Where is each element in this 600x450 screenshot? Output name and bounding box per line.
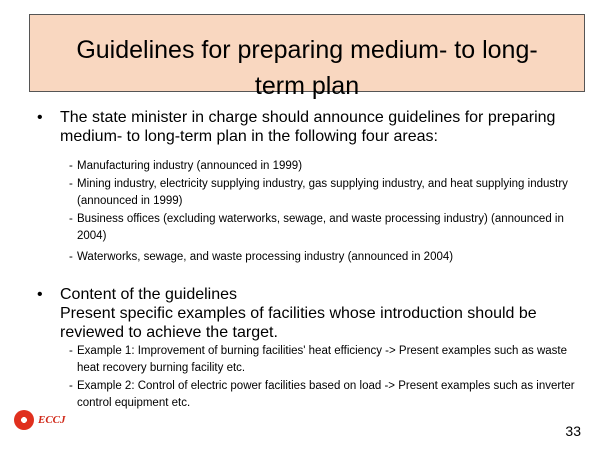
- bullet-heading: Content of the guidelines: [60, 286, 238, 303]
- page-number: 33: [565, 423, 581, 439]
- bullet-marker: •: [37, 286, 43, 303]
- sub-item: [69, 378, 577, 412]
- sub-item: [69, 343, 577, 377]
- slide-title: Guidelines for preparing medium- to long-term plan: [76, 36, 538, 100]
- sub-item-text: Manufacturing industry (announced in 1999): [77, 160, 303, 172]
- logo-text: ECCJ: [38, 414, 66, 426]
- sub-item-text: Business offices (excluding waterworks, sewage, and waste processing industry) (announced in 2004): [77, 213, 564, 242]
- eccj-logo-icon: [14, 410, 34, 430]
- sub-marker: -: [69, 213, 73, 225]
- sub-list: [69, 158, 577, 266]
- sub-marker: -: [69, 345, 73, 357]
- sub-item: [69, 176, 577, 210]
- title-box: [29, 14, 585, 100]
- sub-item: [69, 158, 577, 175]
- sub-marker: -: [69, 251, 73, 263]
- sub-item: [69, 211, 577, 245]
- bullet-description: Present specific examples of facilities whose introduction should be reviewed to achieve the target.: [60, 305, 537, 341]
- bullet-marker: •: [37, 109, 43, 126]
- bullet-2: [37, 285, 577, 413]
- sub-item-text: Waterworks, sewage, and waste processing industry (announced in 2004): [77, 251, 454, 263]
- sub-marker: -: [69, 160, 73, 172]
- sub-item-text: Example 1: Improvement of burning facilities' heat efficiency -> Present examples such as waste heat recovery burning facility etc.: [77, 345, 568, 374]
- sub-item: [69, 249, 577, 266]
- bullet-text: The state minister in charge should announce guidelines for preparing medium- to long-term plan in the following four areas:: [60, 109, 556, 145]
- sub-marker: -: [69, 178, 73, 190]
- bullet-text-block: [60, 285, 577, 342]
- bullet-1: [37, 108, 577, 267]
- sub-item-text: Example 2: Control of electric power facilities based on load -> Present examples such as inverter control equipment etc.: [77, 380, 575, 409]
- eccj-logo: [14, 410, 66, 430]
- sub-marker: -: [69, 380, 73, 392]
- sub-list: [69, 343, 577, 412]
- sub-item-text: Mining industry, electricity supplying industry, gas supplying industry, and heat supplying industry (announced in 1999): [77, 178, 568, 207]
